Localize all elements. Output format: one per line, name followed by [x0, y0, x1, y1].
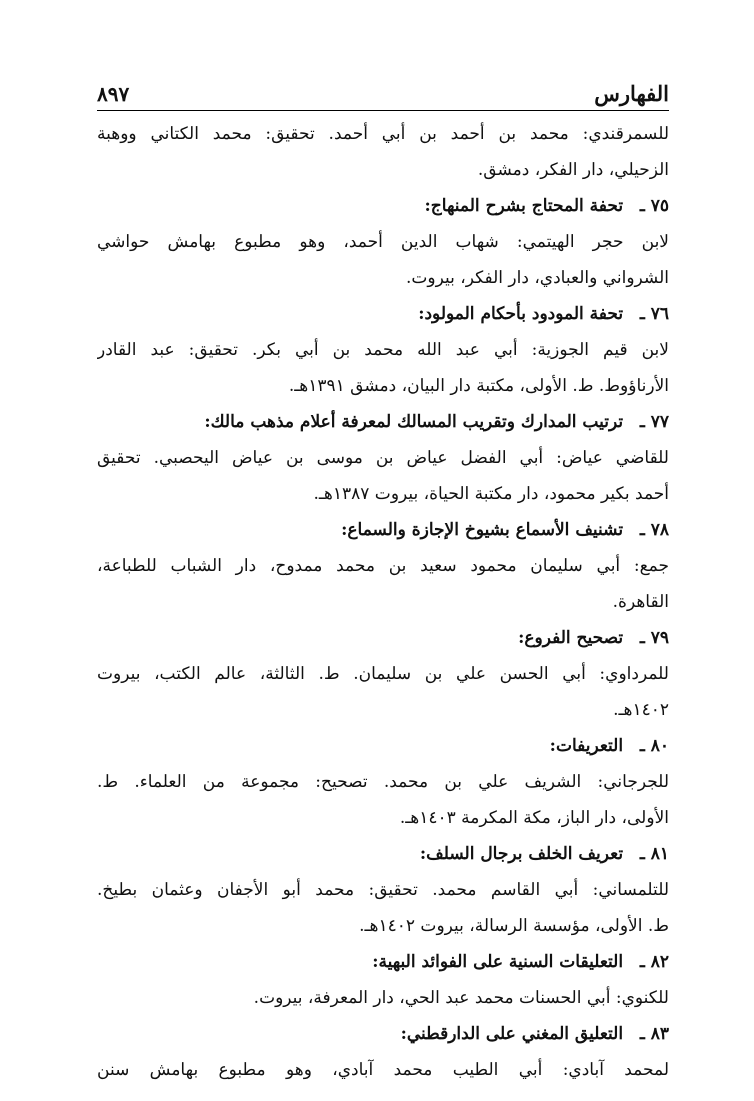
entry-detail-line: ط. الأولى، مؤسسة الرسالة، بيروت ١٤٠٢هـ. [359, 916, 669, 936]
entry-detail-line: للمرداوي: أبي الحسن علي بن سليمان. ط. الثالثة، عالم الكتب، بيروت [97, 664, 669, 684]
entry-title: تحفة المودود بأحكام المولود: [418, 304, 624, 324]
entry-heading [97, 836, 669, 872]
entry-detail-line: للقاضي عياض: أبي الفضل عياض بن موسى بن عياض اليحصبي. تحقيق [97, 448, 669, 468]
entry-title: تعريف الخلف برجال السلف: [419, 844, 624, 864]
entry-number: ٨٢ ـ [639, 952, 669, 972]
entry-title: التعليقات السنية على الفوائد البهية: [372, 952, 624, 972]
section-title: الفهارس [594, 81, 669, 106]
entry-heading [97, 512, 669, 548]
entry-number: ٨٣ ـ [639, 1024, 669, 1044]
entry-detail-line: لابن حجر الهيتمي: شهاب الدين أحمد، وهو مطبوع بهامش حواشي [97, 232, 669, 252]
entry-number: ٨٠ ـ [639, 736, 669, 756]
entry-title: تشنيف الأسماع بشيوخ الإجازة والسماع: [341, 520, 624, 540]
entry-number: ٧٦ ـ [639, 304, 669, 324]
entry-detail-line: الزحيلي، دار الفكر، دمشق. [477, 160, 669, 180]
entry-detail-line: ١٤٠٢هـ. [613, 700, 669, 720]
entry-detail-line: للجرجاني: الشريف علي بن محمد. تصحيح: مجموعة من العلماء. ط. [97, 772, 669, 792]
entry-detail-line: جمع: أبي سليمان محمود سعيد بن محمد ممدوح، دار الشباب للطباعة، [97, 556, 669, 576]
bibliography-list [97, 116, 669, 1088]
entry-number: ٧٥ ـ [639, 196, 669, 216]
page-number: ٨٩٧ [97, 82, 130, 106]
entry-title: التعليق المغني على الدارقطني: [400, 1024, 624, 1044]
entry-heading [97, 944, 669, 980]
entry-detail-line: لابن قيم الجوزية: أبي عبد الله محمد بن أبي بكر. تحقيق: عبد القادر [97, 340, 669, 360]
entry-heading [97, 620, 669, 656]
entry-title: ترتيب المدارك وتقريب المسالك لمعرفة أعلام مذهب مالك: [204, 412, 624, 432]
entry-number: ٧٩ ـ [639, 628, 669, 648]
entry-heading [97, 1016, 669, 1052]
entry-number: ٧٧ ـ [639, 412, 669, 432]
entry-detail-line: لمحمد آبادي: أبي الطيب محمد آبادي، وهو مطبوع بهامش سنن [97, 1060, 669, 1080]
entry-heading [97, 404, 669, 440]
entry-title: تصحيح الفروع: [518, 628, 624, 648]
entry-detail-line: الأولى، دار الباز، مكة المكرمة ١٤٠٣هـ. [399, 808, 669, 828]
entry-detail-line: للسمرقندي: محمد بن أحمد بن أبي أحمد. تحقيق: محمد الكتاني ووهبة [97, 124, 669, 144]
entry-title: التعريفات: [549, 736, 624, 756]
entry-number: ٨١ ـ [639, 844, 669, 864]
entry-detail-line: أحمد بكير محمود، دار مكتبة الحياة، بيروت ١٣٨٧هـ. [313, 484, 669, 504]
entry-detail-line: الشرواني والعبادي، دار الفكر، بيروت. [405, 268, 669, 288]
entry-heading [97, 188, 669, 224]
page-header [97, 70, 669, 111]
entry-detail-line: للتلمساني: أبي القاسم محمد. تحقيق: محمد أبو الأجفان وعثمان بطيخ. [97, 880, 669, 900]
entry-detail-line: للكنوي: أبي الحسنات محمد عبد الحي، دار المعرفة، بيروت. [253, 988, 669, 1008]
entry-heading [97, 296, 669, 332]
entry-heading [97, 728, 669, 764]
entry-detail-line: الأرناؤوط. ط. الأولى، مكتبة دار البيان، دمشق ١٣٩١هـ. [288, 376, 669, 396]
entry-detail-line: القاهرة. [612, 592, 669, 612]
entry-number: ٧٨ ـ [639, 520, 669, 540]
entry-title: تحفة المحتاج بشرح المنهاج: [424, 196, 624, 216]
